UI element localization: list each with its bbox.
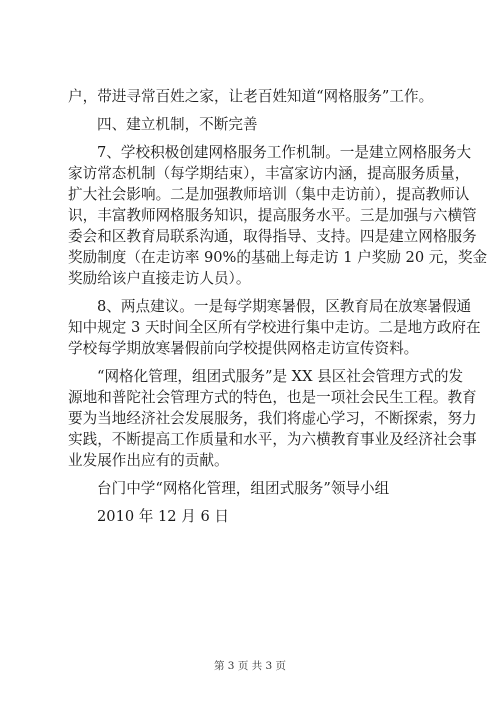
text-line: 业发展作出应有的贡献。 [68, 452, 229, 469]
text-line: 扩大社会影响。二是加强教师培训（集中走访前），提高教师认 [68, 186, 470, 203]
text-line: 知中规定 3 天时间全区所有学校进行集中走访。二是地方政府在 [68, 319, 481, 336]
signature-line: 台门中学“网格化管理，组团式服务”领导小组 [97, 480, 390, 497]
text-line: 户，带进寻常百姓之家，让老百姓知道“网格服务”工作。 [68, 88, 434, 105]
text-line: 实践，不断提高工作质量和水平，为六横教育事业及经济社会事 [68, 431, 477, 448]
text-line: 委会和区教育局联系沟通，取得指导、支持。四是建立网格服务 [68, 228, 477, 245]
text-line: 8、两点建议。一是每学期寒暑假，区教育局在放寒暑假通 [97, 298, 472, 315]
text-line: 7、学校积极创建网格服务工作机制。一是建立网格服务大 [97, 144, 472, 161]
page-footer: 第 3 页 共 3 页 [213, 660, 287, 672]
text-line: 奖励给该户直接走访人员）。 [68, 270, 251, 287]
text-line: “网格化管理，组团式服务”是 XX 县区社会管理方式的发 [97, 368, 464, 385]
text-line: 学校每学期放寒暑假前向学校提供网格走访宣传资料。 [68, 340, 419, 357]
text-line: 家访常态机制（每学期结束），丰富家访内涵，提高服务质量， [68, 165, 470, 182]
section-heading: 四、建立机制，不断完善 [97, 116, 258, 133]
text-line: 源地和普陀社会管理方式的特色，也是一项社会民生工程。教育 [68, 389, 477, 406]
body-text [68, 86, 488, 527]
text-line: 识，丰富教师网格服务知识，提高服务水平。三是加强与六横管 [68, 207, 477, 224]
date-line: 2010 年 12 月 6 日 [97, 508, 229, 525]
text-line: 奖励制度（在走访率 90%的基础上每走访 1 户奖励 20 元，奖金 [68, 249, 488, 266]
text-line: 要为当地经济社会发展服务，我们将虚心学习，不断探索，努力 [68, 410, 477, 427]
